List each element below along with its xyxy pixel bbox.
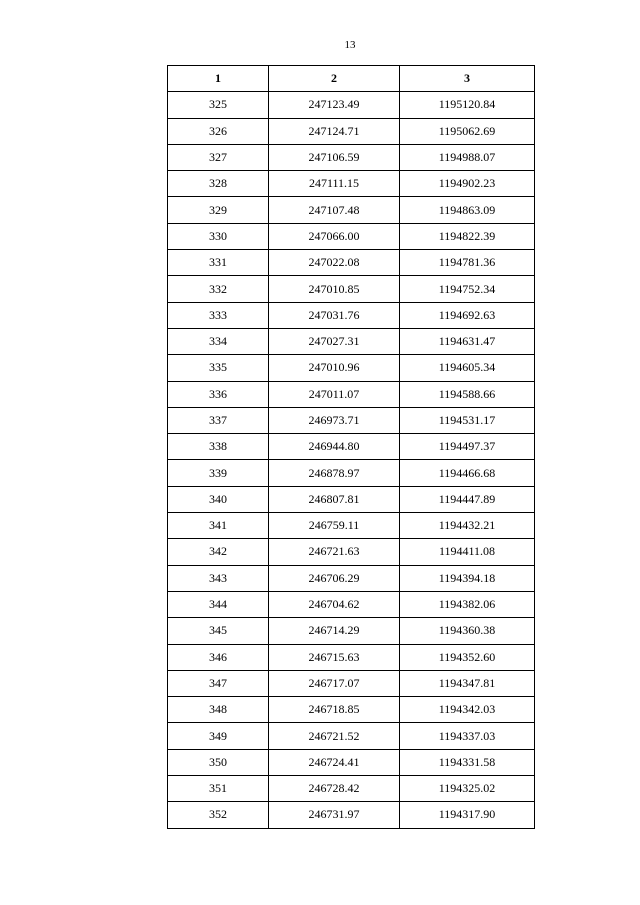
y-coordinate-cell: 1194466.68	[400, 460, 535, 486]
point-number-cell: 329	[168, 197, 269, 223]
y-coordinate-cell: 1194331.58	[400, 749, 535, 775]
y-coordinate-cell: 1194394.18	[400, 565, 535, 591]
y-coordinate-cell: 1194588.66	[400, 381, 535, 407]
x-coordinate-cell: 246728.42	[269, 776, 400, 802]
x-coordinate-cell: 246714.29	[269, 618, 400, 644]
point-number-cell: 352	[168, 802, 269, 828]
point-number-cell: 350	[168, 749, 269, 775]
y-coordinate-cell: 1194411.08	[400, 539, 535, 565]
table-row	[168, 697, 535, 723]
x-coordinate-cell: 246721.63	[269, 539, 400, 565]
y-coordinate-cell: 1194692.63	[400, 302, 535, 328]
x-coordinate-cell: 247022.08	[269, 250, 400, 276]
point-number-cell: 335	[168, 355, 269, 381]
table-row	[168, 171, 535, 197]
y-coordinate-cell: 1194325.02	[400, 776, 535, 802]
table-row	[168, 486, 535, 512]
x-coordinate-cell: 247027.31	[269, 328, 400, 354]
column-header-3: 3	[400, 66, 535, 92]
point-number-cell: 341	[168, 513, 269, 539]
point-number-cell: 334	[168, 328, 269, 354]
x-coordinate-cell: 246715.63	[269, 644, 400, 670]
point-number-cell: 345	[168, 618, 269, 644]
point-number-cell: 336	[168, 381, 269, 407]
table-row	[168, 381, 535, 407]
x-coordinate-cell: 246878.97	[269, 460, 400, 486]
table-row	[168, 749, 535, 775]
page-number: 13	[344, 39, 356, 51]
y-coordinate-cell: 1194347.81	[400, 670, 535, 696]
y-coordinate-cell: 1195062.69	[400, 118, 535, 144]
point-number-cell: 346	[168, 644, 269, 670]
table-row	[168, 723, 535, 749]
table-row	[168, 591, 535, 617]
x-coordinate-cell: 246704.62	[269, 591, 400, 617]
x-coordinate-cell: 247011.07	[269, 381, 400, 407]
table-row	[168, 539, 535, 565]
y-coordinate-cell: 1194781.36	[400, 250, 535, 276]
column-header-1: 1	[168, 66, 269, 92]
point-number-cell: 330	[168, 223, 269, 249]
table-row	[168, 355, 535, 381]
table-row	[168, 92, 535, 118]
y-coordinate-cell: 1194317.90	[400, 802, 535, 828]
y-coordinate-cell: 1194988.07	[400, 144, 535, 170]
table-row	[168, 328, 535, 354]
y-coordinate-cell: 1195120.84	[400, 92, 535, 118]
y-coordinate-cell: 1194342.03	[400, 697, 535, 723]
table-row	[168, 776, 535, 802]
x-coordinate-cell: 246759.11	[269, 513, 400, 539]
point-number-cell: 347	[168, 670, 269, 696]
table-row	[168, 223, 535, 249]
column-header-2: 2	[269, 66, 400, 92]
x-coordinate-cell: 247031.76	[269, 302, 400, 328]
table-row	[168, 460, 535, 486]
y-coordinate-cell: 1194360.38	[400, 618, 535, 644]
y-coordinate-cell: 1194752.34	[400, 276, 535, 302]
point-number-cell: 344	[168, 591, 269, 617]
x-coordinate-cell: 247107.48	[269, 197, 400, 223]
point-number-cell: 348	[168, 697, 269, 723]
x-coordinate-cell: 246807.81	[269, 486, 400, 512]
table-row	[168, 644, 535, 670]
table-row	[168, 407, 535, 433]
point-number-cell: 337	[168, 407, 269, 433]
point-number-cell: 349	[168, 723, 269, 749]
table-header-row	[168, 66, 535, 92]
point-number-cell: 332	[168, 276, 269, 302]
table-row	[168, 118, 535, 144]
point-number-cell: 351	[168, 776, 269, 802]
table-row	[168, 144, 535, 170]
coordinates-table	[167, 65, 535, 829]
y-coordinate-cell: 1194863.09	[400, 197, 535, 223]
table-row	[168, 276, 535, 302]
y-coordinate-cell: 1194352.60	[400, 644, 535, 670]
point-number-cell: 327	[168, 144, 269, 170]
table-row	[168, 802, 535, 828]
x-coordinate-cell: 247106.59	[269, 144, 400, 170]
y-coordinate-cell: 1194447.89	[400, 486, 535, 512]
y-coordinate-cell: 1194531.17	[400, 407, 535, 433]
table-row	[168, 250, 535, 276]
x-coordinate-cell: 246717.07	[269, 670, 400, 696]
x-coordinate-cell: 246731.97	[269, 802, 400, 828]
x-coordinate-cell: 246718.85	[269, 697, 400, 723]
x-coordinate-cell: 247124.71	[269, 118, 400, 144]
y-coordinate-cell: 1194605.34	[400, 355, 535, 381]
point-number-cell: 328	[168, 171, 269, 197]
x-coordinate-cell: 247010.96	[269, 355, 400, 381]
x-coordinate-cell: 247010.85	[269, 276, 400, 302]
table-row	[168, 670, 535, 696]
y-coordinate-cell: 1194382.06	[400, 591, 535, 617]
y-coordinate-cell: 1194822.39	[400, 223, 535, 249]
y-coordinate-cell: 1194432.21	[400, 513, 535, 539]
x-coordinate-cell: 246944.80	[269, 434, 400, 460]
y-coordinate-cell: 1194631.47	[400, 328, 535, 354]
x-coordinate-cell: 246721.52	[269, 723, 400, 749]
point-number-cell: 342	[168, 539, 269, 565]
x-coordinate-cell: 247123.49	[269, 92, 400, 118]
table-row	[168, 197, 535, 223]
x-coordinate-cell: 246724.41	[269, 749, 400, 775]
x-coordinate-cell: 247111.15	[269, 171, 400, 197]
y-coordinate-cell: 1194902.23	[400, 171, 535, 197]
point-number-cell: 339	[168, 460, 269, 486]
table-row	[168, 302, 535, 328]
x-coordinate-cell: 246973.71	[269, 407, 400, 433]
point-number-cell: 343	[168, 565, 269, 591]
table-row	[168, 513, 535, 539]
table-row	[168, 434, 535, 460]
point-number-cell: 340	[168, 486, 269, 512]
table-row	[168, 565, 535, 591]
x-coordinate-cell: 247066.00	[269, 223, 400, 249]
point-number-cell: 325	[168, 92, 269, 118]
point-number-cell: 333	[168, 302, 269, 328]
y-coordinate-cell: 1194337.03	[400, 723, 535, 749]
y-coordinate-cell: 1194497.37	[400, 434, 535, 460]
table-row	[168, 618, 535, 644]
x-coordinate-cell: 246706.29	[269, 565, 400, 591]
point-number-cell: 326	[168, 118, 269, 144]
point-number-cell: 338	[168, 434, 269, 460]
point-number-cell: 331	[168, 250, 269, 276]
